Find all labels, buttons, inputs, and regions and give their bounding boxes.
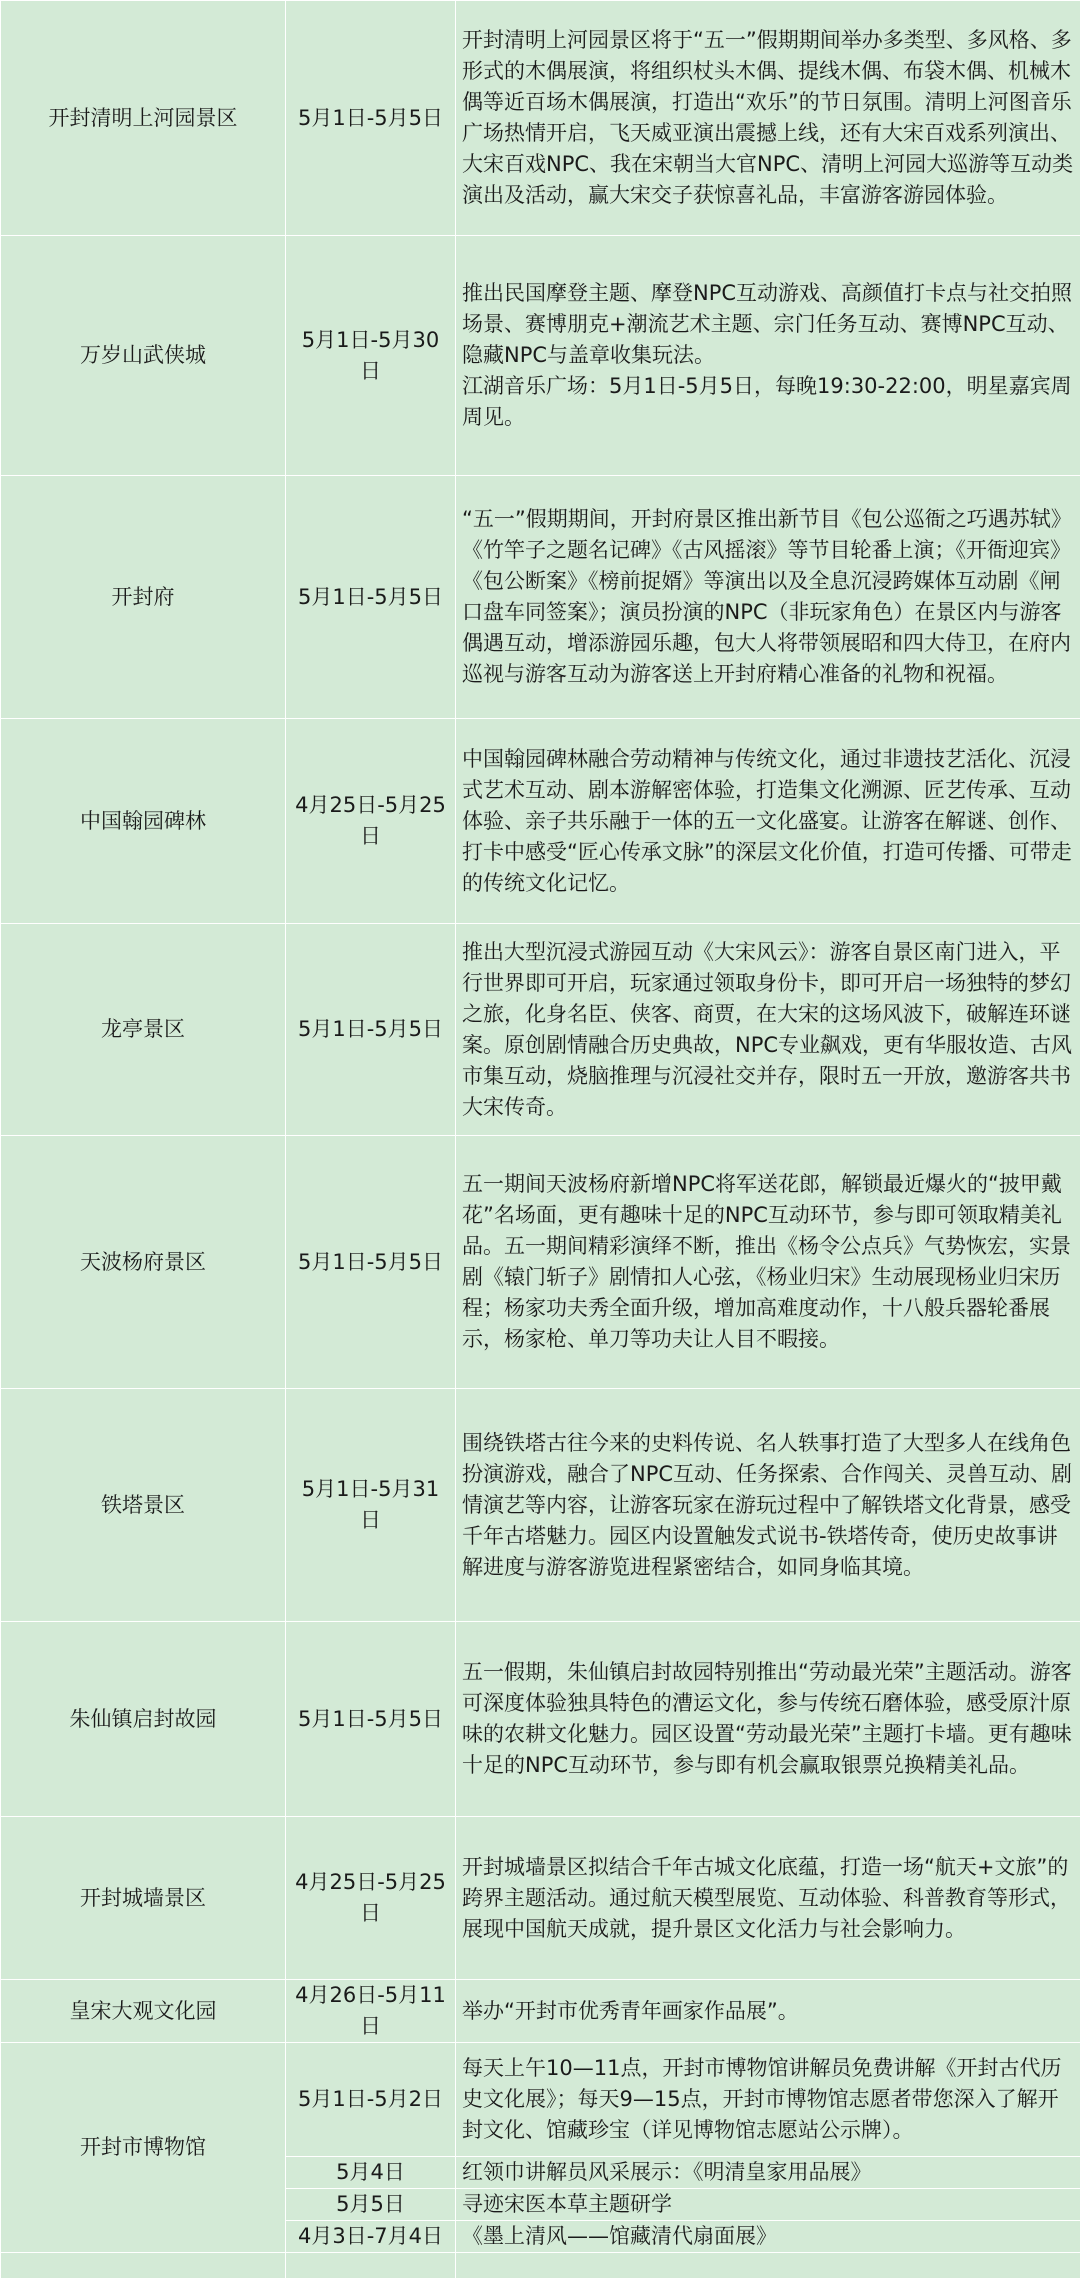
event-date: 4月3日-7月4日 xyxy=(286,2221,456,2253)
event-description: 《墨上清风——馆藏清代扇面展》 xyxy=(456,2221,1080,2253)
venue-name: 龙亭景区 xyxy=(1,924,286,1136)
venue-name: 开封市博物馆 xyxy=(1,2043,286,2253)
event-description: 举办“开封市优秀青年画家作品展”。 xyxy=(456,1980,1080,2043)
event-description: 开封清明上河园景区将于“五一”假期期间举办多类型、多风格、多形式的木偶展演，将组织杖头木偶、提线木偶、布袋木偶、机械木偶等近百场木偶展演，打造出“欢乐”的节日氛围。清明上河图音乐广场热情开启，飞天威亚演出震撼上线，还有大宋百戏系列演出、大宋百戏NPC、我在宋朝当大官NPC、清明上河园大巡游等互动类演出及活动，赢大宋交子获惊喜礼品，丰富游客游园体验。 xyxy=(456,1,1080,236)
event-date: 5月1日-5月5日 xyxy=(286,476,456,719)
event-description: 围绕铁塔古往今来的史料传说、名人轶事打造了大型多人在线角色扮演游戏，融合了NPC互动、任务探索、合作闯关、灵兽互动、剧情演艺等内容，让游客玩家在游玩过程中了解铁塔文化背景，感受千年古塔魅力。园区内设置触发式说书-铁塔传奇，使历史故事讲解进度与游客游览进程紧密结合，如同身临其境。 xyxy=(456,1389,1080,1622)
event-date: 5月1日-5月30日 xyxy=(286,236,456,476)
event-description: 五一期间天波杨府新增NPC将军送花郎，解锁最近爆火的“披甲戴花”名场面，更有趣味十足的NPC互动环节，参与即可领取精美礼品。五一期间精彩演绎不断，推出《杨令公点兵》气势恢宏，实景剧《辕门斩子》剧情扣人心弦，《杨业归宋》生动展现杨业归宋历程；杨家功夫秀全面升级，增加高难度动作，十八般兵器轮番展示，杨家枪、单刀等功夫让人目不暇接。 xyxy=(456,1136,1080,1389)
venue-name: 皇宋大观文化园 xyxy=(1,1980,286,2043)
table-row xyxy=(1,476,1080,719)
event-date: 4月25日-5月25日 xyxy=(286,719,456,924)
table-row xyxy=(1,1980,1080,2043)
event-description: 五一假期，朱仙镇启封故园特别推出“劳动最光荣”主题活动。游客可深度体验独具特色的漕运文化，参与传统石磨体验，感受原汁原味的农耕文化魅力。园区设置“劳动最光荣”主题打卡墙。更有趣味十足的NPC互动环节，参与即有机会赢取银票兑换精美礼品。 xyxy=(456,1622,1080,1817)
venue-name: 天波杨府景区 xyxy=(1,1136,286,1389)
table-row xyxy=(1,924,1080,1136)
venue-name: 开封城墙景区 xyxy=(1,1817,286,1980)
event-description: 寻迹宋医本草主题研学 xyxy=(456,2189,1080,2221)
event-date: 4月25日-5月25日 xyxy=(286,1817,456,1980)
table-row xyxy=(1,1389,1080,1622)
table-row xyxy=(1,1,1080,236)
table-row xyxy=(1,1622,1080,1817)
venue-name: 朱仙镇启封故园 xyxy=(1,1622,286,1817)
event-date: 5月1日-5月5日 xyxy=(286,1622,456,1817)
event-date: 5月1日-5月5日 xyxy=(286,1136,456,1389)
event-date: 5月4日 xyxy=(286,2157,456,2189)
event-description: 推出大型沉浸式游园互动《大宋风云》：游客自景区南门进入，平行世界即可开启，玩家通过领取身份卡，即可开启一场独特的梦幻之旅，化身名臣、侠客、商贾，在大宋的这场风波下，破解连环谜案。原创剧情融合历史典故，NPC专业飙戏，更有华服妆造、古风市集互动，烧脑推理与沉浸社交并存，限时五一开放，邀游客共书大宋传奇。 xyxy=(456,924,1080,1136)
event-description: 每天上午10—11点，开封市博物馆讲解员免费讲解《开封古代历史文化展》；每天9—15点，开封市博物馆志愿者带您深入了解开封文化、馆藏珍宝（详见博物馆志愿站公示牌）。 xyxy=(456,2043,1080,2157)
event-description: 红领巾讲解员风采展示：《明清皇家用品展》 xyxy=(456,2157,1080,2189)
venue-name: 开封清明上河园景区 xyxy=(1,1,286,236)
table-row xyxy=(1,1817,1080,1980)
event-date: 5月1日-5月31日 xyxy=(286,1389,456,1622)
event-description: 推出民国摩登主题、摩登NPC互动游戏、高颜值打卡点与社交拍照场景、赛博朋克+潮流艺术主题、宗门任务互动、赛博NPC互动、隐藏NPC与盖章收集玩法。 江湖音乐广场：5月1日-5月5日，每晚19:30-22:00，明星嘉宾周周见。 xyxy=(456,236,1080,476)
table-row xyxy=(1,1136,1080,1389)
venue-name: 中国翰园碑林 xyxy=(1,719,286,924)
table-row xyxy=(1,2043,1080,2157)
empty-cell xyxy=(1,2253,286,2279)
event-date: 5月5日 xyxy=(286,2189,456,2221)
event-date: 5月1日-5月5日 xyxy=(286,924,456,1136)
venue-name: 开封府 xyxy=(1,476,286,719)
empty-cell xyxy=(286,2253,456,2279)
event-date: 5月1日-5月5日 xyxy=(286,1,456,236)
table-row xyxy=(1,719,1080,924)
event-date: 5月1日-5月2日 xyxy=(286,2043,456,2157)
event-description: 开封城墙景区拟结合千年古城文化底蕴，打造一场“航天+文旅”的跨界主题活动。通过航天模型展览、互动体验、科普教育等形式，展现中国航天成就，提升景区文化活力与社会影响力。 xyxy=(456,1817,1080,1980)
event-description: “五一”假期期间，开封府景区推出新节目《包公巡衙之巧遇苏轼》《竹竿子之题名记碑》《古风摇滚》等节目轮番上演；《开衙迎宾》《包公断案》《榜前捉婿》等演出以及全息沉浸跨媒体互动剧《闸口盘车同签案》；演员扮演的NPC（非玩家角色）在景区内与游客偶遇互动，增添游园乐趣，包大人将带领展昭和四大侍卫，在府内巡视与游客互动为游客送上开封府精心准备的礼物和祝福。 xyxy=(456,476,1080,719)
table-row xyxy=(1,2253,1080,2279)
event-description: 中国翰园碑林融合劳动精神与传统文化，通过非遗技艺活化、沉浸式艺术互动、剧本游解密体验，打造集文化溯源、匠艺传承、互动体验、亲子共乐融于一体的五一文化盛宴。让游客在解谜、创作、打卡中感受“匠心传承文脉”的深层文化价值，打造可传播、可带走的传统文化记忆。 xyxy=(456,719,1080,924)
venue-name: 万岁山武侠城 xyxy=(1,236,286,476)
event-date: 4月26日-5月11日 xyxy=(286,1980,456,2043)
table-row xyxy=(1,236,1080,476)
venue-name: 铁塔景区 xyxy=(1,1389,286,1622)
empty-cell xyxy=(456,2253,1080,2279)
